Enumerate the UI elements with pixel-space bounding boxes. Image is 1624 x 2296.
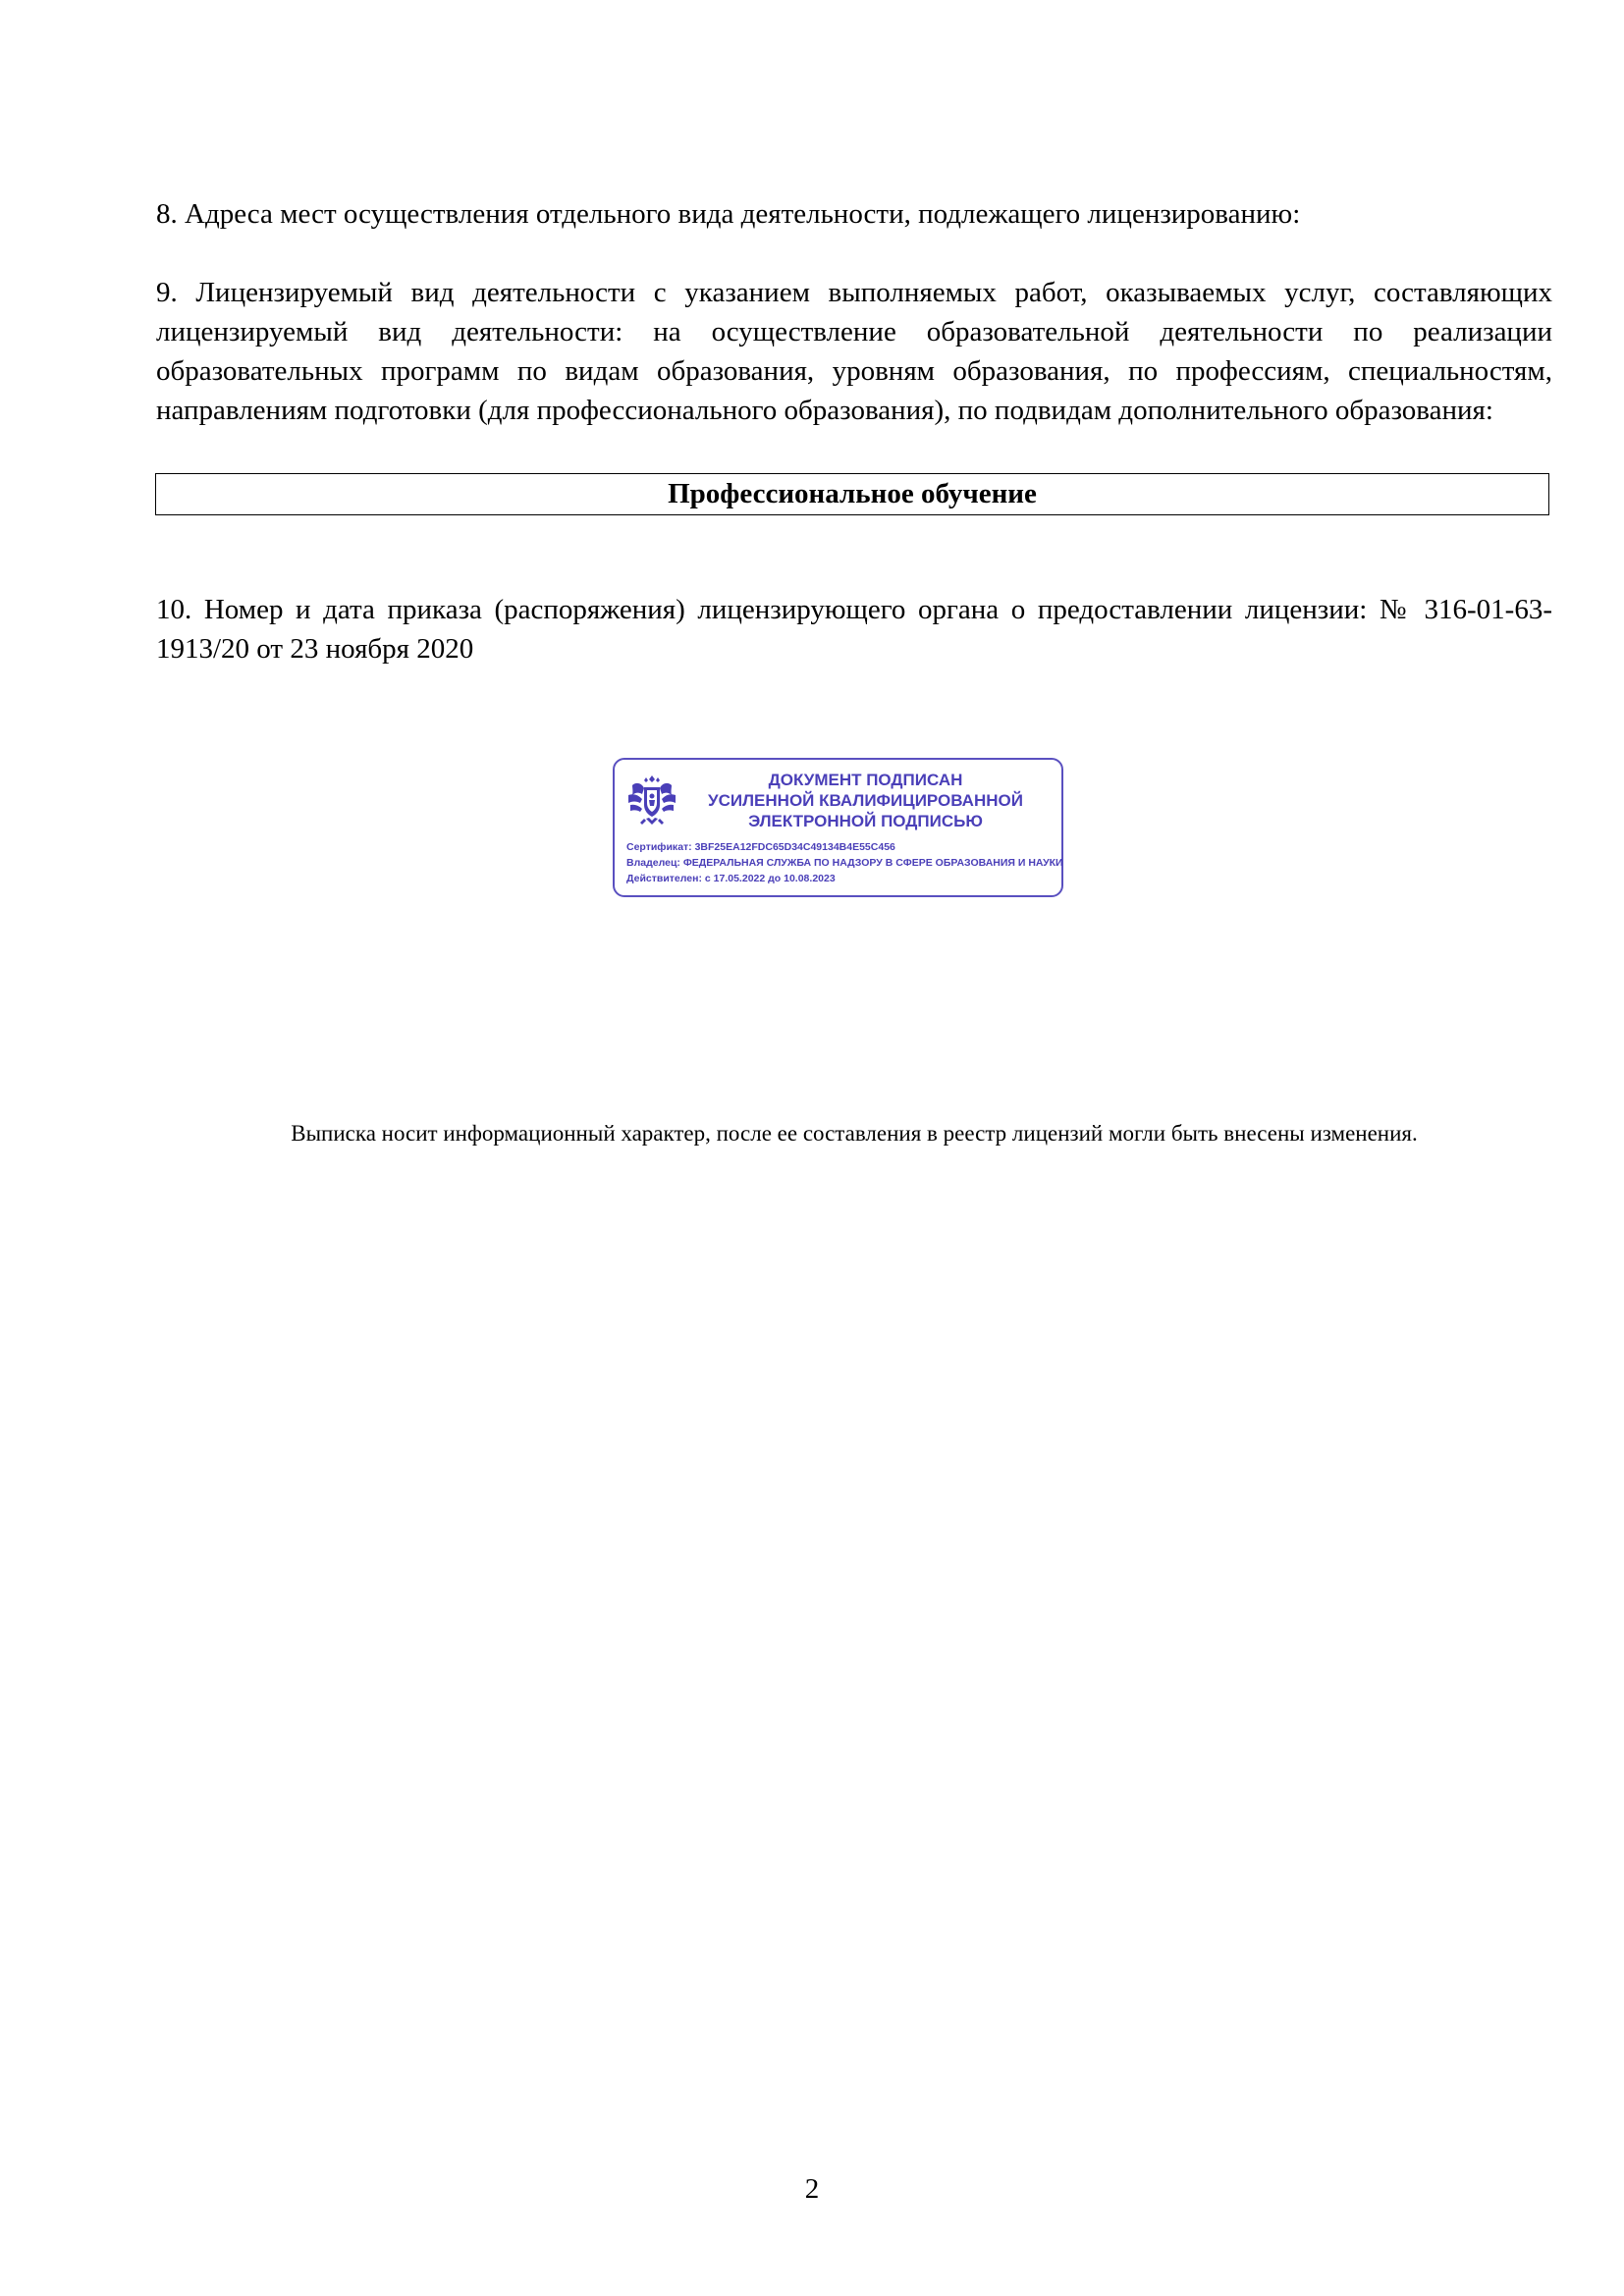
stamp-certificate: Сертификат: 3BF25EA12FDC65D34C49134B4E55C456 <box>626 841 895 853</box>
footnote-disclaimer: Выписка носит информационный характер, после ее составления в реестр лицензий могли быть внесены изменения. <box>291 1121 1418 1146</box>
electronic-signature-stamp <box>613 758 1063 897</box>
page-number: 2 <box>804 2173 820 2205</box>
item-9-licensed-activity: 9. Лицензируемый вид деятельности с указанием выполняемых работ, оказываемых услуг, составляющих лицензируемый вид деятельности: на осуществление образовательной деятельности по реализации образовательных программ по видам образования, уровням образования, по профессиям, специальностям, направлениям подготовки (для профессионального образования), по подвидам дополнительного образования: <box>156 277 1552 426</box>
activity-table-cell: Профессиональное обучение <box>155 473 1549 515</box>
item-10-order-number: 10. Номер и дата приказа (распоряжения) лицензирующего органа о предоставлении лицензии: № 316-01-63-1913/20 от 23 ноября 2020 <box>156 594 1552 665</box>
item-8-addresses: 8. Адреса мест осуществления отдельного вида деятельности, подлежащего лицензированию: <box>156 198 1301 230</box>
stamp-title-line-2: УСИЛЕННОЙ КВАЛИФИЦИРОВАННОЙ <box>708 791 1023 810</box>
stamp-owner: Владелец: ФЕДЕРАЛЬНАЯ СЛУЖБА ПО НАДЗОРУ В СФЕРЕ ОБРАЗОВАНИЯ И НАУКИ <box>626 857 1063 869</box>
stamp-validity: Действителен: с 17.05.2022 до 10.08.2023 <box>626 873 836 884</box>
stamp-title-line-3: ЭЛЕКТРОННОЙ ПОДПИСЬЮ <box>748 812 983 830</box>
stamp-title <box>676 770 1056 831</box>
stamp-title-line-1: ДОКУМЕНТ ПОДПИСАН <box>768 771 963 789</box>
coat-of-arms-icon <box>624 770 679 830</box>
